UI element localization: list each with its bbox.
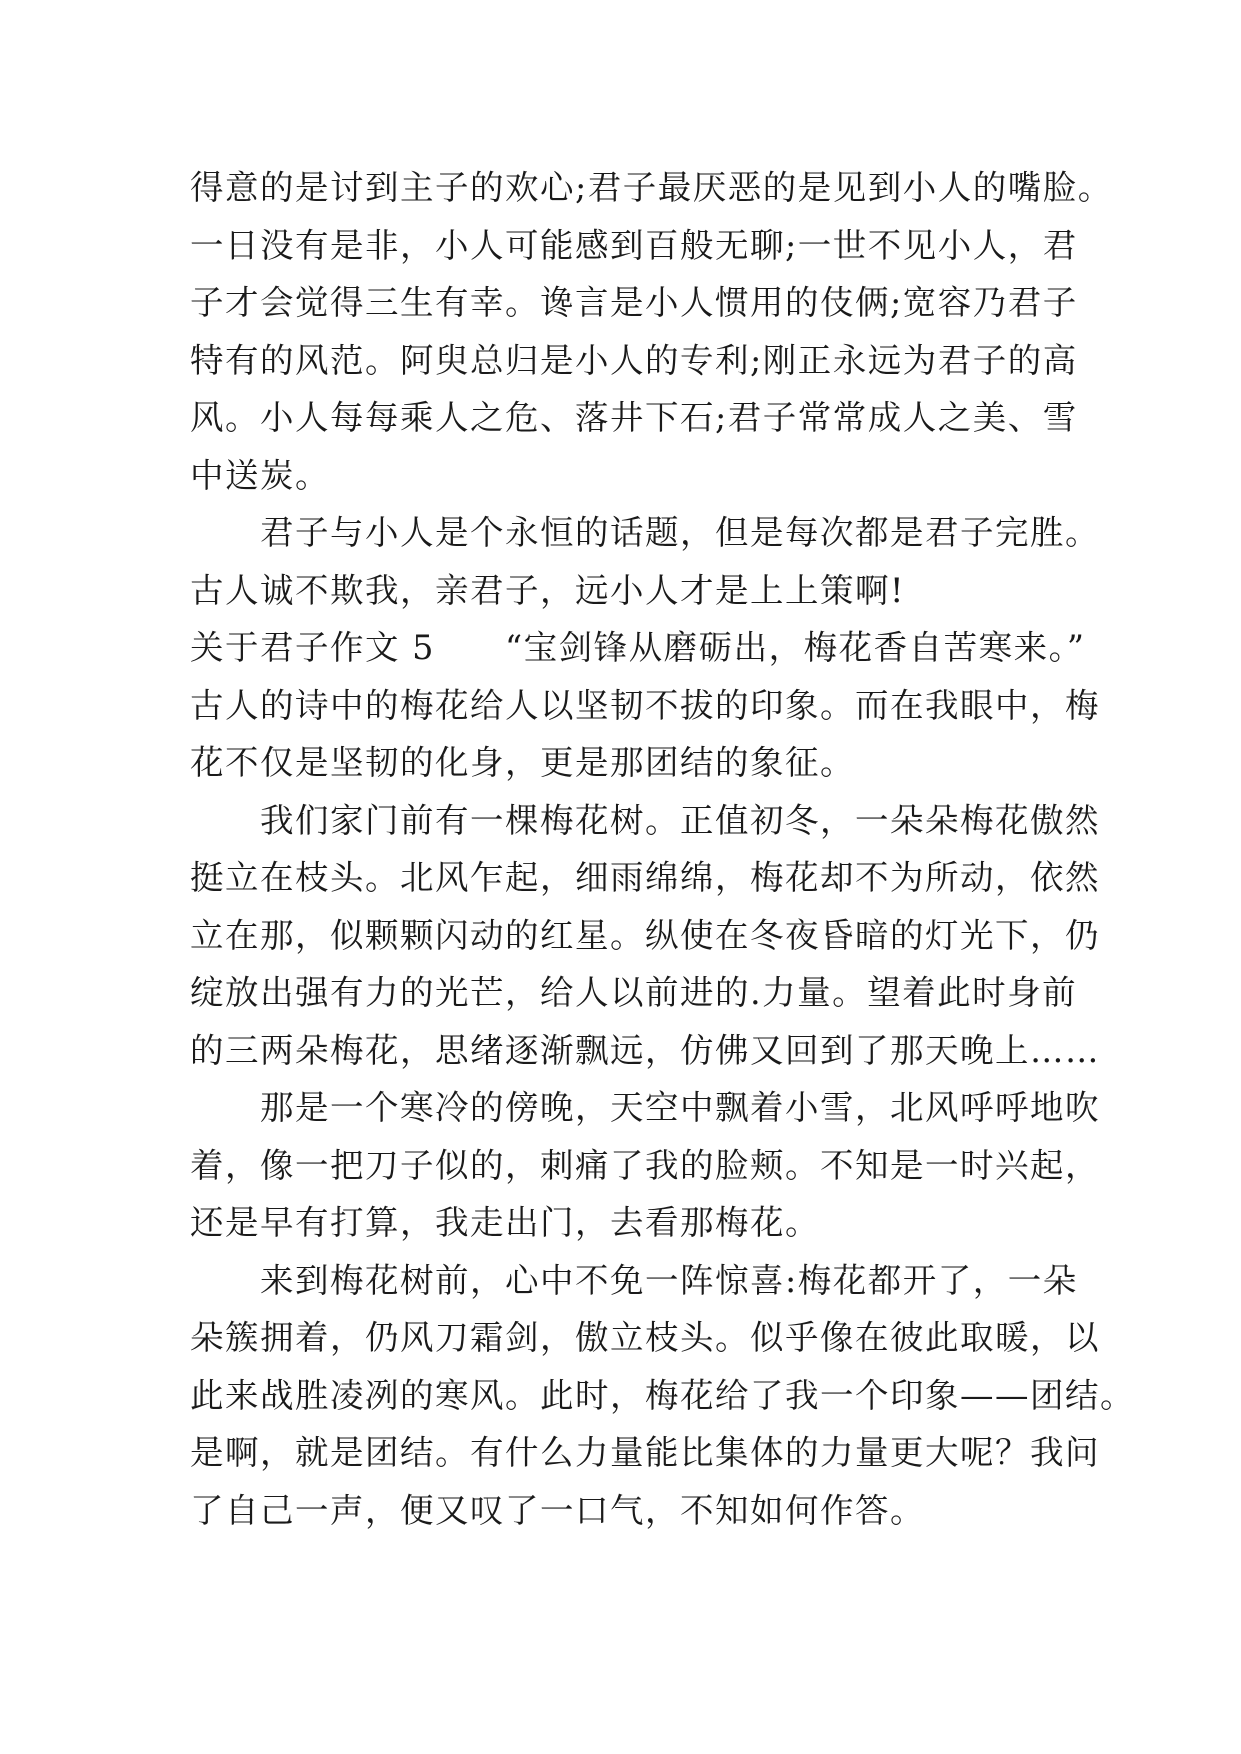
text-line: 一日没有是非，小人可能感到百般无聊;一世不见小人，君	[190, 225, 1078, 265]
text-line: 古人诚不欺我，亲君子，远小人才是上上策啊!	[190, 570, 905, 610]
text-line: 风。小人每每乘人之危、落井下石;君子常常成人之美、雪	[190, 398, 1078, 437]
text-line: 得意的是讨到主子的欢心;君子最厌恶的是见到小人的嘴脸。	[190, 168, 1113, 207]
text-line: 挺立在枝头。北风乍起，细雨绵绵，梅花却不为所动，依然	[190, 858, 1100, 897]
text-line: 此来战胜凌冽的寒风。此时，梅花给了我一个印象——团结。	[190, 1375, 1135, 1415]
text-line: 那是一个寒冷的傍晚，天空中飘着小雪，北风呼呼地吹	[190, 1088, 1100, 1127]
text-line: 子才会觉得三生有幸。谗言是小人惯用的伎俩;宽容乃君子	[190, 283, 1078, 322]
essay-text	[190, 159, 1135, 1539]
text-line: 立在那，似颗颗闪动的红星。纵使在冬夜昏暗的灯光下，仍	[190, 915, 1100, 955]
text-line: 君子与小人是个永恒的话题，但是每次都是君子完胜。	[190, 513, 1100, 552]
text-line: 特有的风范。阿臾总归是小人的专利;刚正永远为君子的高	[190, 340, 1078, 380]
text-line: 来到梅花树前，心中不免一阵惊喜:梅花都开了，一朵	[190, 1260, 1078, 1300]
text-line: 的三两朵梅花，思绪逐渐飘远，仿佛又回到了那天晚上……	[190, 1030, 1100, 1070]
text-line: 朵簇拥着，仍风刀霜剑，傲立枝头。似乎像在彼此取暖，以	[190, 1318, 1100, 1357]
text-line: 花不仅是坚韧的化身，更是那团结的象征。	[190, 743, 855, 782]
text-line: 古人的诗中的梅花给人以坚韧不拔的印象。而在我眼中，梅	[190, 685, 1100, 725]
text-line: 还是早有打算，我走出门，去看那梅花。	[190, 1203, 820, 1242]
text-line: 中送炭。	[190, 455, 330, 495]
text-line: 是啊，就是团结。有什么力量能比集体的力量更大呢？我问	[190, 1433, 1100, 1472]
text-line: 了自己一声，便又叹了一口气，不知如何作答。	[190, 1490, 925, 1530]
section-heading-line: 关于君子作文 5 “宝剑锋从磨砺出，梅花香自苦寒来。”	[190, 628, 1086, 667]
text-line: 着，像一把刀子似的，刺痛了我的脸颊。不知是一时兴起，	[190, 1145, 1100, 1185]
text-line: 绽放出强有力的光芒，给人以前进的.力量。望着此时身前	[190, 973, 1078, 1012]
text-line: 我们家门前有一棵梅花树。正值初冬，一朵朵梅花傲然	[190, 800, 1100, 840]
